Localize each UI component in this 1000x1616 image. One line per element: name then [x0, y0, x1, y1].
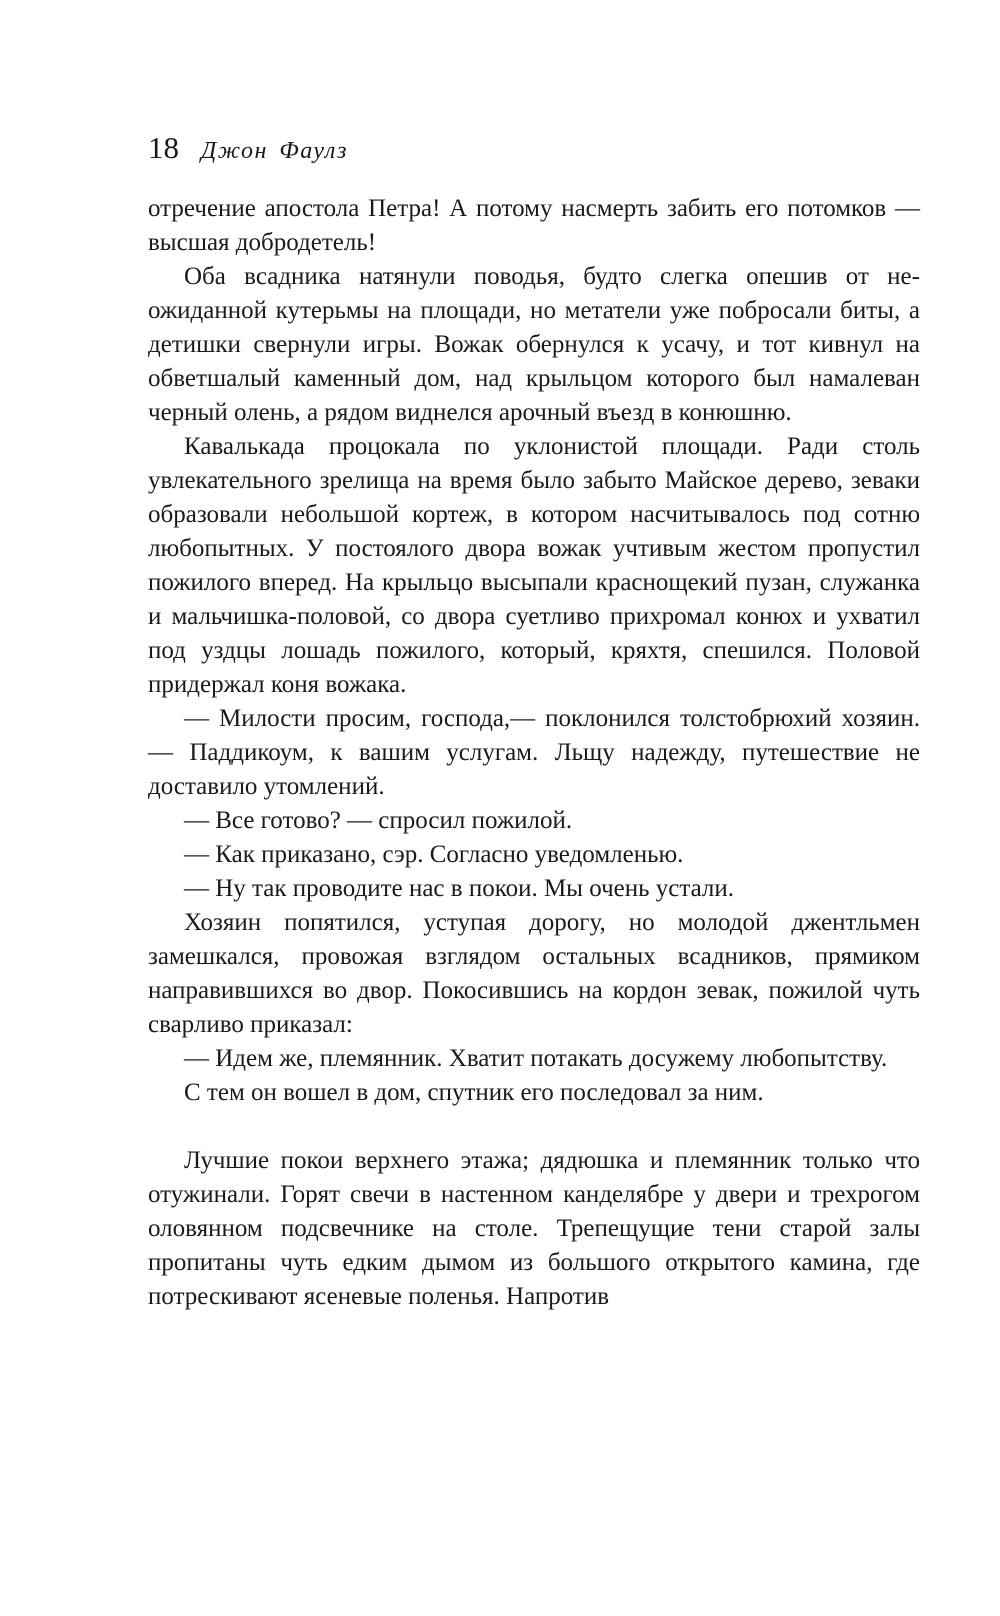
- paragraph: Кавалькада процокала по уклонистой площади. Ради столь увлекательного зрелища на время было забыто Майское дерево, зеваки образовали небольшой кортеж, в котором насчитывалось под сотню любопытных. У постоялого двора вожак учтивым жестом пропустил пожилого вперед. На крыльцо высыпали краснощекий пузан, служанка и мальчишка-половой, со двора суетливо прихромал конюх и ухватил под уздцы лошадь пожилого, который, кряхтя, спешился. Половой придержал коня вожака.: [148, 433, 920, 698]
- running-head-author: Джон Фаулз: [201, 138, 349, 164]
- paragraph-new-section: Лучшие покои верхнего этажа; дядюшка и племянник только что отужинали. Горят свечи в настенном канделябре у двери и трехрогом оловянном подсвечнике на столе. Трепещущие тени старой залы пропитаны чуть едким дымом из большого открытого камина, где потрескивают ясеневые поленья. Напротив: [148, 1147, 920, 1310]
- paragraph: Хозяин попятился, уступая дорогу, но молодой джентльмен замешкался, провожая взглядом остальных всадников, прямиком направившихся во двор. Покосившись на кордон зевак, пожилой чуть сварливо приказал:: [148, 909, 920, 1038]
- dialogue-paragraph: — Как приказано, сэр. Согласно уведомленью.: [184, 841, 684, 868]
- dialogue-paragraph: — Все готово? — спросил пожилой.: [184, 807, 573, 834]
- dialogue-paragraph: — Милости просим, господа,— поклонился толстобрюхий хозяин.— Паддикоум, к вашим услугам. Льщу надежду, путешествие не доставило утомлений.: [148, 705, 920, 800]
- paragraph: С тем он вошел в дом, спутник его последовал за ним.: [184, 1079, 764, 1106]
- paragraph: Оба всадника натянули поводья, будто слегка опешив от неожиданной кутерьмы на площади, но метатели уже побросали биты, а детишки свернули игры. Вожак обернулся к усачу, и тот кивнул на обветшалый каменный дом, над крыльцом которого был намалеван черный олень, а рядом виднелся арочный въезд в конюшню.: [148, 263, 920, 426]
- dialogue-paragraph: — Ну так проводите нас в покои. Мы очень устали.: [184, 875, 735, 902]
- running-head: [148, 130, 348, 166]
- text-block: [148, 192, 920, 1314]
- page-number: 18: [148, 130, 179, 165]
- paragraph-continuation: отречение апостола Петра! А потому насмерть забить его потомков — высшая добродетель!: [148, 195, 920, 256]
- dialogue-paragraph: — Идем же, племянник. Хватит потакать досужему любопытству.: [184, 1045, 888, 1072]
